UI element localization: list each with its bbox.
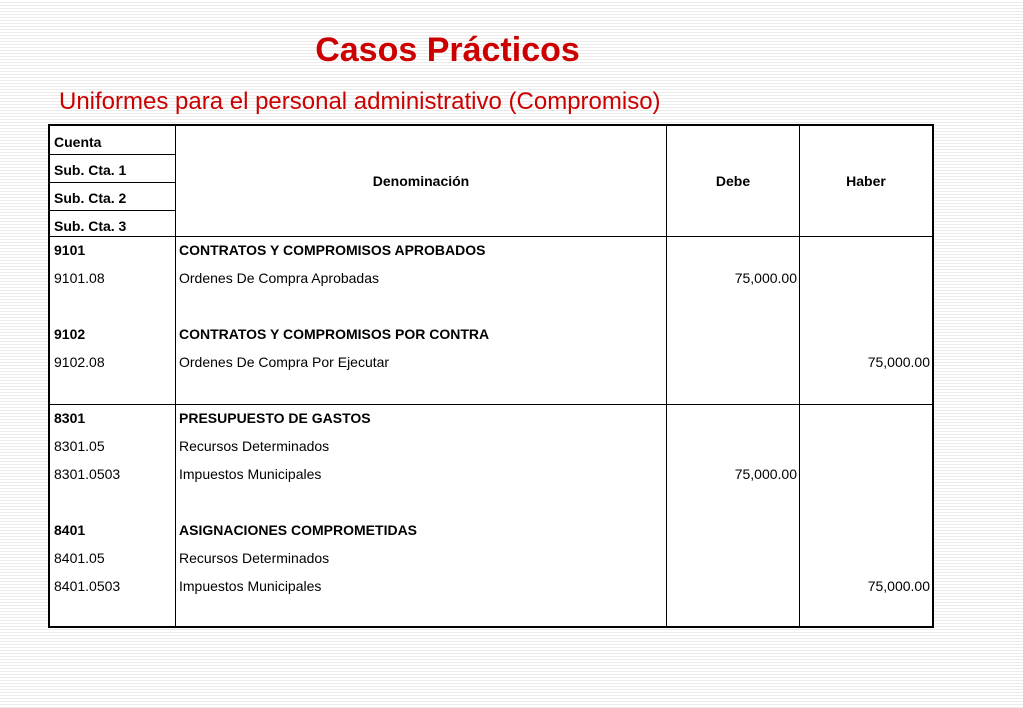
account-code: 9101: [54, 242, 86, 258]
header-haber: Haber: [846, 173, 886, 189]
column-divider: [175, 126, 176, 626]
account-name: ASIGNACIONES COMPROMETIDAS: [179, 522, 418, 538]
column-divider: [666, 126, 667, 626]
header-sub-cta-3: Sub. Cta. 3: [54, 218, 127, 234]
account-code: 8401.0503: [54, 578, 121, 594]
credit-amount: 75,000.00: [867, 354, 930, 370]
column-divider: [799, 126, 800, 626]
account-name: Recursos Determinados: [179, 438, 330, 454]
account-name: Impuestos Municipales: [179, 578, 322, 594]
account-code: 8401.05: [54, 550, 105, 566]
account-name: Impuestos Municipales: [179, 466, 322, 482]
account-code: 8301: [54, 410, 86, 426]
header-denominacion: Denominación: [372, 173, 470, 189]
header-bottom-border: [50, 236, 932, 237]
account-name: Recursos Determinados: [179, 550, 330, 566]
account-name: Ordenes De Compra Por Ejecutar: [179, 354, 390, 370]
credit-amount: 75,000.00: [867, 578, 930, 594]
account-code: 9101.08: [54, 270, 105, 286]
account-code: 9102: [54, 326, 86, 342]
account-name: Ordenes De Compra Aprobadas: [179, 270, 379, 286]
header-row-divider: [50, 154, 175, 155]
account-name: PRESUPUESTO DE GASTOS: [179, 410, 371, 426]
account-code: 9102.08: [54, 354, 105, 370]
header-row-divider: [50, 182, 175, 183]
header-debe: Debe: [715, 173, 751, 189]
account-code: 8401: [54, 522, 86, 538]
section-divider: [50, 404, 932, 405]
header-cuenta: Cuenta: [54, 134, 102, 150]
ledger-table: [48, 124, 934, 628]
header-sub-cta-2: Sub. Cta. 2: [54, 190, 127, 206]
header-row-divider: [50, 210, 175, 211]
account-code: 8301.05: [54, 438, 105, 454]
page-subtitle: Uniformes para el personal administrativo (Compromiso): [59, 88, 661, 115]
account-name: CONTRATOS Y COMPROMISOS APROBADOS: [179, 242, 486, 258]
debit-amount: 75,000.00: [734, 466, 797, 482]
account-name: CONTRATOS Y COMPROMISOS POR CONTRA: [179, 326, 490, 342]
debit-amount: 75,000.00: [734, 270, 797, 286]
account-code: 8301.0503: [54, 466, 121, 482]
header-sub-cta-1: Sub. Cta. 1: [54, 162, 127, 178]
page-title: Casos Prácticos: [315, 31, 580, 69]
